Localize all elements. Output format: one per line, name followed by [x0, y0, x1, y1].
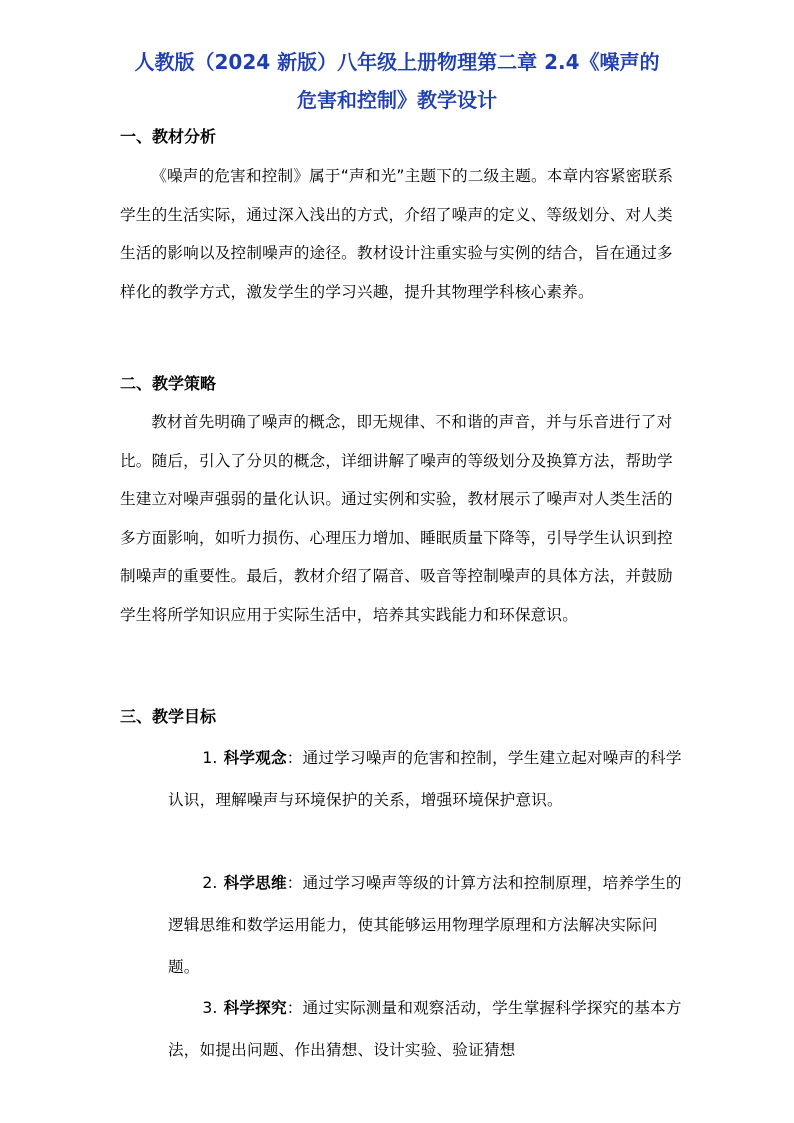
goal-text: ：通过学习噪声的危害和控制，学生建立起对噪声的科学认识，理解噪声与环境保护的关系，增强环境保护意识。: [168, 749, 682, 809]
goal-label: 科学思维: [223, 874, 287, 892]
goal-number: 3.: [202, 999, 218, 1017]
section-paragraph-teaching-strategy: 教材首先明确了噪声的概念，即无规律、不和谐的声音，并与乐音进行了对比。随后，引入了分贝的概念，详细讲解了噪声的等级划分及换算方法，帮助学生建立对噪声强弱的量化认识。通过实例和实验，教材展示了噪声对人类生活的多方面影响，如听力损伤、心理压力增加、睡眠质量下降等，引导学生认识到控制噪声的重要性。最后，教材介绍了隔音、吸音等控制噪声的具体方法，并鼓励学生将所学知识应用于实际生活中，培养其实践能力和环保意识。: [120, 413, 673, 624]
section-heading-teaching-strategy: 二、教学策略: [120, 374, 217, 393]
doc-title-line-2: 危害和控制》教学设计: [297, 88, 497, 112]
goal-number: 2.: [202, 874, 218, 892]
section-heading-textbook-analysis: 一、教材分析: [120, 127, 217, 146]
goal-label: 科学观念: [223, 749, 287, 767]
goal-item: [168, 862, 682, 988]
goal-item: [168, 737, 682, 821]
goal-item: [168, 987, 682, 1071]
goal-number: 1.: [202, 749, 218, 767]
doc-title-line-1: 人教版（2024 新版）八年级上册物理第二章 2.4《噪声的: [134, 50, 660, 74]
goal-label: 科学探究: [223, 999, 287, 1017]
section-paragraph-textbook-analysis: 《噪声的危害和控制》属于“声和光”主题下的二级主题。本章内容紧密联系学生的生活实际，通过深入浅出的方式，介绍了噪声的定义、等级划分、对人类生活的影响以及控制噪声的途径。教材设计注重实验与实例的结合，旨在通过多样化的教学方式，激发学生的学习兴趣，提升其物理学科核心素养。: [120, 167, 674, 301]
goal-text: ：通过实际测量和观察活动，学生掌握科学探究的基本方法，如提出问题、作出猜想、设计实验、验证猜想: [168, 999, 682, 1059]
section-heading-teaching-goals: 三、教学目标: [120, 707, 217, 726]
goal-text: ：通过学习噪声等级的计算方法和控制原理，培养学生的逻辑思维和数学运用能力，使其能够运用物理学原理和方法解决实际问题。: [168, 874, 682, 976]
